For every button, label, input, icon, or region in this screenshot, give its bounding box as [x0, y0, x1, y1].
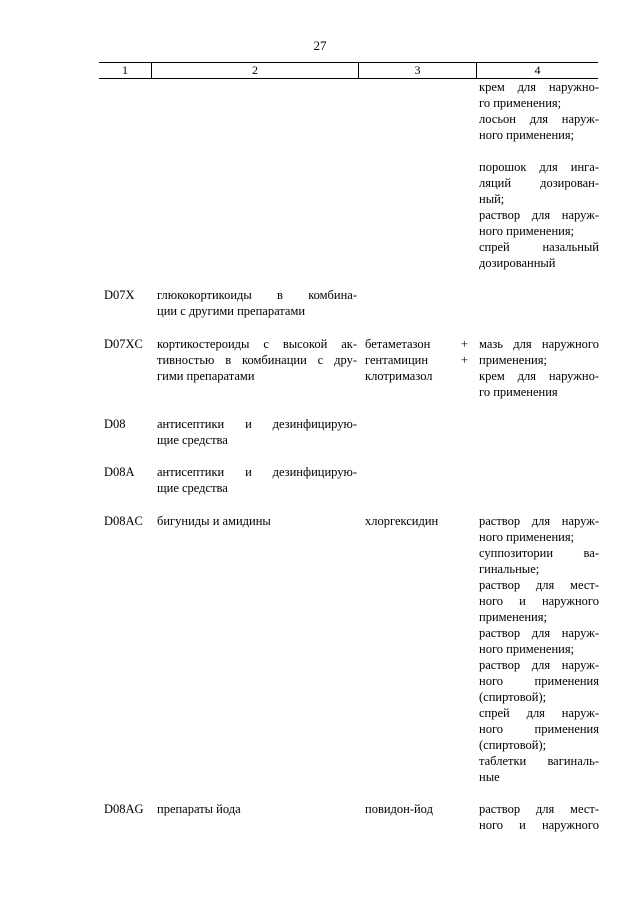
form-line: (спиртовой); — [479, 690, 547, 704]
header-col-2: 2 — [152, 63, 359, 78]
continuation-forms — [479, 79, 599, 271]
drug-item — [365, 513, 470, 529]
drug-list — [365, 513, 470, 529]
form-line: ного применения; — [479, 642, 575, 656]
dosage-forms — [479, 336, 599, 400]
drug-name: хлоргексидин — [365, 514, 439, 528]
form-line: ные — [479, 770, 500, 784]
atc-name — [157, 464, 357, 496]
form-line: ляций дозирован- — [479, 176, 599, 190]
dosage-forms — [479, 513, 599, 785]
form-line: раствор для наруж- — [479, 626, 599, 640]
drug-item — [365, 801, 470, 817]
name-line: препараты йода — [157, 802, 241, 816]
form-line: суппозитории ва- — [479, 546, 599, 560]
form-line: ного и наружного — [479, 594, 599, 608]
atc-code: D08AC — [104, 514, 143, 528]
form-line: (спиртовой); — [479, 738, 547, 752]
name-line: бигуниды и амидины — [157, 514, 271, 528]
name-line: ции с другими препаратами — [157, 304, 306, 318]
form-line: гинальные; — [479, 562, 540, 576]
atc-name — [157, 336, 357, 384]
drug-list — [365, 336, 470, 384]
form-line: порошок для инга- — [479, 160, 599, 174]
form-line: ного применения — [479, 674, 599, 688]
name-line: гими препаратами — [157, 369, 255, 383]
atc-name — [157, 513, 357, 529]
form-line: раствор для мест- — [479, 802, 599, 816]
form-line: го применения; — [479, 96, 562, 110]
form-gap — [479, 143, 599, 159]
atc-code: D08 — [104, 417, 126, 431]
form-line: крем для наружно- — [479, 369, 599, 383]
form-line: дозированный — [479, 256, 556, 270]
name-line: тивностью в комбинации с дру- — [157, 353, 357, 367]
name-line: щие средства — [157, 433, 228, 447]
form-line: лосьон для наруж- — [479, 112, 599, 126]
dosage-forms — [479, 801, 599, 833]
form-line: го применения — [479, 385, 558, 399]
form-line: раствор для наруж- — [479, 514, 599, 528]
form-line: ного применения — [479, 722, 599, 736]
form-line: ного применения; — [479, 530, 575, 544]
drug-item — [365, 336, 470, 352]
form-line: ного применения; — [479, 224, 575, 238]
name-line: антисептики и дезинфицирую- — [157, 465, 357, 479]
name-line: глюкокортикоиды в комбина- — [157, 288, 357, 302]
drug-item — [365, 368, 470, 384]
atc-name — [157, 801, 357, 817]
form-line: крем для наружно- — [479, 80, 599, 94]
header-col-1: 1 — [99, 63, 152, 78]
atc-code: D07X — [104, 288, 135, 302]
name-line: кортикостероиды с высокой ак- — [157, 337, 357, 351]
header-col-4: 4 — [534, 63, 541, 77]
atc-code: D08A — [104, 465, 135, 479]
form-line: раствор для мест- — [479, 578, 599, 592]
form-line: применения; — [479, 610, 547, 624]
atc-name — [157, 416, 357, 448]
drug-list — [365, 801, 470, 817]
form-line: ного и наружного — [479, 818, 599, 832]
form-line: мазь для наружного — [479, 337, 599, 351]
atc-code: D07XC — [104, 337, 143, 351]
form-line: спрей назальный — [479, 240, 599, 254]
form-line: ного применения; — [479, 128, 575, 142]
drug-item — [365, 352, 470, 368]
page-number: 27 — [313, 38, 327, 53]
plus-sign: + — [460, 337, 468, 351]
plus-sign: + — [460, 353, 468, 367]
drug-name: повидон-йод — [365, 802, 433, 816]
name-line: антисептики и дезинфицирую- — [157, 417, 357, 431]
drug-name: гентамицин — [365, 353, 429, 367]
form-line: раствор для наруж- — [479, 208, 599, 222]
form-line: спрей для наруж- — [479, 706, 599, 720]
form-line: применения; — [479, 353, 547, 367]
drug-name: бетаметазон — [365, 337, 431, 351]
form-line: таблетки вагиналь- — [479, 754, 599, 768]
header-col-3: 3 — [359, 63, 477, 78]
table-header — [99, 62, 598, 79]
name-line: щие средства — [157, 481, 228, 495]
form-line: ный; — [479, 192, 505, 206]
atc-name — [157, 287, 357, 319]
drug-name: клотримазол — [365, 369, 433, 383]
atc-code: D08AG — [104, 802, 144, 816]
form-line: раствор для наруж- — [479, 658, 599, 672]
